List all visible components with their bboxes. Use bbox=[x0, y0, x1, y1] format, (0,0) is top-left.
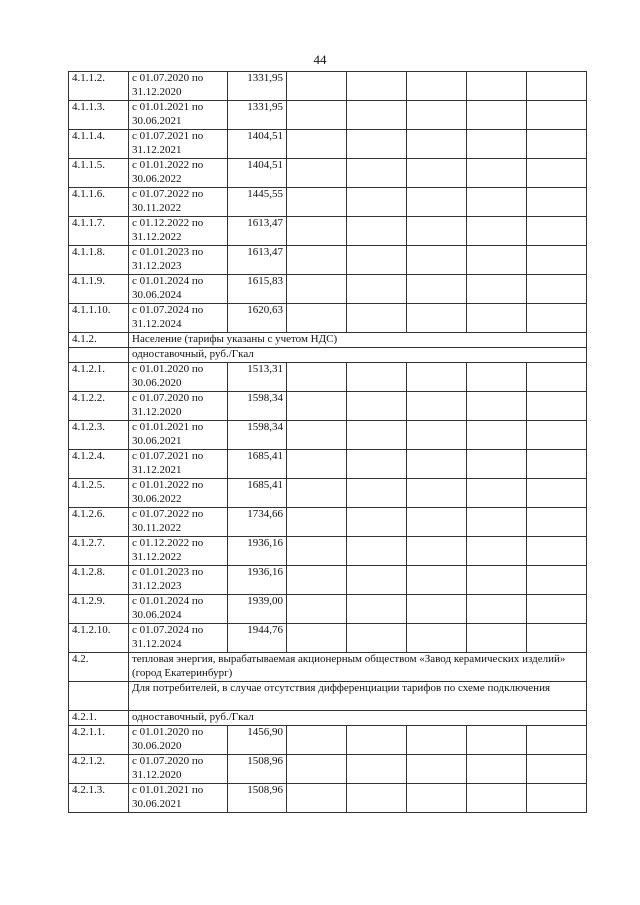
empty-cell bbox=[527, 217, 587, 246]
table-row bbox=[69, 159, 587, 188]
table-row bbox=[69, 508, 587, 537]
tariff-value: 1404,51 bbox=[228, 130, 287, 159]
tariff-value: 1445,55 bbox=[228, 188, 287, 217]
empty-cell bbox=[467, 421, 527, 450]
tariff-value: 1598,34 bbox=[228, 421, 287, 450]
row-number: 4.1.1.8. bbox=[69, 246, 129, 275]
empty-cell bbox=[287, 726, 347, 755]
table-row bbox=[69, 130, 587, 159]
tariff-value: 1936,16 bbox=[228, 537, 287, 566]
empty-cell bbox=[407, 784, 467, 813]
empty-cell bbox=[407, 275, 467, 304]
empty-cell bbox=[527, 784, 587, 813]
row-number: 4.1.2.4. bbox=[69, 450, 129, 479]
row-number: 4.1.2. bbox=[69, 333, 129, 348]
row-number: 4.1.1.2. bbox=[69, 72, 129, 101]
empty-cell bbox=[287, 363, 347, 392]
table-row bbox=[69, 755, 587, 784]
row-number: 4.1.2.8. bbox=[69, 566, 129, 595]
period-cell: с 01.01.2022 по 30.06.2022 bbox=[129, 479, 228, 508]
empty-cell bbox=[287, 217, 347, 246]
empty-cell bbox=[407, 726, 467, 755]
row-number: 4.1.1.9. bbox=[69, 275, 129, 304]
empty-cell bbox=[467, 217, 527, 246]
empty-cell bbox=[287, 755, 347, 784]
row-number: 4.1.1.7. bbox=[69, 217, 129, 246]
tariff-value: 1598,34 bbox=[228, 392, 287, 421]
period-cell: с 01.07.2024 по 31.12.2024 bbox=[129, 304, 228, 333]
row-number: 4.1.1.5. bbox=[69, 159, 129, 188]
empty-cell bbox=[287, 479, 347, 508]
empty-cell bbox=[407, 755, 467, 784]
empty-cell bbox=[347, 304, 407, 333]
empty-cell bbox=[347, 130, 407, 159]
empty-cell bbox=[407, 159, 467, 188]
period-cell: с 01.07.2021 по 31.12.2021 bbox=[129, 130, 228, 159]
tariff-value: 1331,95 bbox=[228, 101, 287, 130]
empty-cell bbox=[347, 101, 407, 130]
row-number: 4.2. bbox=[69, 653, 129, 682]
empty-cell bbox=[347, 159, 407, 188]
empty-cell bbox=[347, 537, 407, 566]
empty-cell bbox=[347, 624, 407, 653]
empty-cell bbox=[467, 188, 527, 217]
table-row bbox=[69, 348, 587, 363]
period-cell: с 01.01.2024 по 30.06.2024 bbox=[129, 275, 228, 304]
row-number: 4.1.1.10. bbox=[69, 304, 129, 333]
row-number: 4.2.1.1. bbox=[69, 726, 129, 755]
period-cell: с 01.07.2024 по 31.12.2024 bbox=[129, 624, 228, 653]
period-cell: с 01.01.2021 по 30.06.2021 bbox=[129, 784, 228, 813]
tariff-value: 1734,66 bbox=[228, 508, 287, 537]
table-row bbox=[69, 726, 587, 755]
period-cell: с 01.01.2020 по 30.06.2020 bbox=[129, 363, 228, 392]
tariff-value: 1508,96 bbox=[228, 755, 287, 784]
row-number: 4.2.1.3. bbox=[69, 784, 129, 813]
table-row bbox=[69, 682, 587, 711]
empty-cell bbox=[347, 363, 407, 392]
empty-cell bbox=[467, 392, 527, 421]
period-cell: с 01.07.2020 по 31.12.2020 bbox=[129, 72, 228, 101]
empty-cell bbox=[467, 537, 527, 566]
empty-cell bbox=[347, 508, 407, 537]
tariff-value: 1615,83 bbox=[228, 275, 287, 304]
row-number bbox=[69, 348, 129, 363]
tariff-value: 1685,41 bbox=[228, 479, 287, 508]
table-row bbox=[69, 711, 587, 726]
empty-cell bbox=[287, 784, 347, 813]
empty-cell bbox=[287, 275, 347, 304]
empty-cell bbox=[347, 246, 407, 275]
tariff-value: 1613,47 bbox=[228, 217, 287, 246]
empty-cell bbox=[527, 566, 587, 595]
empty-cell bbox=[527, 72, 587, 101]
empty-cell bbox=[527, 508, 587, 537]
table-row bbox=[69, 421, 587, 450]
period-cell: с 01.12.2022 по 31.12.2022 bbox=[129, 537, 228, 566]
empty-cell bbox=[287, 246, 347, 275]
empty-cell bbox=[467, 159, 527, 188]
row-number: 4.1.1.3. bbox=[69, 101, 129, 130]
section-header: одноставочный, руб./Гкал bbox=[129, 348, 587, 363]
period-cell: с 01.01.2023 по 31.12.2023 bbox=[129, 246, 228, 275]
table-row bbox=[69, 72, 587, 101]
empty-cell bbox=[527, 537, 587, 566]
period-cell: с 01.01.2021 по 30.06.2021 bbox=[129, 421, 228, 450]
empty-cell bbox=[467, 755, 527, 784]
empty-cell bbox=[527, 755, 587, 784]
empty-cell bbox=[407, 624, 467, 653]
empty-cell bbox=[287, 392, 347, 421]
empty-cell bbox=[287, 101, 347, 130]
empty-cell bbox=[527, 275, 587, 304]
empty-cell bbox=[527, 101, 587, 130]
period-cell: с 01.07.2022 по 30.11.2022 bbox=[129, 188, 228, 217]
table-row bbox=[69, 275, 587, 304]
empty-cell bbox=[467, 595, 527, 624]
table-row bbox=[69, 595, 587, 624]
row-number: 4.1.1.6. bbox=[69, 188, 129, 217]
empty-cell bbox=[467, 479, 527, 508]
empty-cell bbox=[467, 101, 527, 130]
empty-cell bbox=[527, 450, 587, 479]
empty-cell bbox=[287, 537, 347, 566]
period-cell: с 01.01.2022 по 30.06.2022 bbox=[129, 159, 228, 188]
empty-cell bbox=[527, 479, 587, 508]
table-row bbox=[69, 653, 587, 682]
row-number: 4.1.2.5. bbox=[69, 479, 129, 508]
table-row bbox=[69, 566, 587, 595]
empty-cell bbox=[407, 130, 467, 159]
section-header: тепловая энергия, вырабатываемая акционерным обществом «Завод керамических изделий» (город Екатеринбург) bbox=[129, 653, 587, 682]
tariff-value: 1939,00 bbox=[228, 595, 287, 624]
empty-cell bbox=[467, 363, 527, 392]
empty-cell bbox=[467, 624, 527, 653]
empty-cell bbox=[407, 566, 467, 595]
table-row bbox=[69, 363, 587, 392]
tariff-value: 1613,47 bbox=[228, 246, 287, 275]
empty-cell bbox=[407, 246, 467, 275]
empty-cell bbox=[407, 508, 467, 537]
period-cell: с 01.12.2022 по 31.12.2022 bbox=[129, 217, 228, 246]
empty-cell bbox=[467, 246, 527, 275]
empty-cell bbox=[407, 537, 467, 566]
empty-cell bbox=[527, 130, 587, 159]
table-row bbox=[69, 333, 587, 348]
table-row bbox=[69, 392, 587, 421]
empty-cell bbox=[407, 72, 467, 101]
row-number: 4.1.1.4. bbox=[69, 130, 129, 159]
section-header: одноставочный, руб./Гкал bbox=[129, 711, 587, 726]
empty-cell bbox=[347, 784, 407, 813]
period-cell: с 01.07.2020 по 31.12.2020 bbox=[129, 755, 228, 784]
tariff-value: 1620,63 bbox=[228, 304, 287, 333]
empty-cell bbox=[287, 304, 347, 333]
row-number: 4.1.2.1. bbox=[69, 363, 129, 392]
row-number: 4.1.2.10. bbox=[69, 624, 129, 653]
table-row bbox=[69, 217, 587, 246]
empty-cell bbox=[527, 595, 587, 624]
empty-cell bbox=[407, 101, 467, 130]
empty-cell bbox=[407, 217, 467, 246]
row-number: 4.1.2.2. bbox=[69, 392, 129, 421]
empty-cell bbox=[527, 421, 587, 450]
empty-cell bbox=[287, 130, 347, 159]
tariff-value: 1685,41 bbox=[228, 450, 287, 479]
row-number: 4.1.2.3. bbox=[69, 421, 129, 450]
period-cell: с 01.07.2022 по 30.11.2022 bbox=[129, 508, 228, 537]
empty-cell bbox=[287, 595, 347, 624]
section-header: Население (тарифы указаны с учетом НДС) bbox=[129, 333, 587, 348]
tariff-value: 1936,16 bbox=[228, 566, 287, 595]
row-number: 4.2.1. bbox=[69, 711, 129, 726]
table-row bbox=[69, 101, 587, 130]
empty-cell bbox=[287, 159, 347, 188]
tariff-value: 1456,90 bbox=[228, 726, 287, 755]
empty-cell bbox=[407, 450, 467, 479]
empty-cell bbox=[347, 450, 407, 479]
row-number: 4.2.1.2. bbox=[69, 755, 129, 784]
table-row bbox=[69, 537, 587, 566]
period-cell: с 01.01.2023 по 31.12.2023 bbox=[129, 566, 228, 595]
empty-cell bbox=[287, 72, 347, 101]
empty-cell bbox=[467, 566, 527, 595]
empty-cell bbox=[467, 72, 527, 101]
empty-cell bbox=[407, 595, 467, 624]
empty-cell bbox=[347, 726, 407, 755]
tariff-value: 1944,76 bbox=[228, 624, 287, 653]
empty-cell bbox=[527, 392, 587, 421]
table-row bbox=[69, 246, 587, 275]
row-number: 4.1.2.7. bbox=[69, 537, 129, 566]
period-cell: с 01.07.2020 по 31.12.2020 bbox=[129, 392, 228, 421]
period-cell: с 01.01.2021 по 30.06.2021 bbox=[129, 101, 228, 130]
empty-cell bbox=[527, 188, 587, 217]
empty-cell bbox=[527, 246, 587, 275]
empty-cell bbox=[287, 624, 347, 653]
empty-cell bbox=[287, 421, 347, 450]
empty-cell bbox=[287, 450, 347, 479]
page-number: 44 bbox=[313, 52, 327, 67]
table-row bbox=[69, 188, 587, 217]
period-cell: с 01.01.2020 по 30.06.2020 bbox=[129, 726, 228, 755]
empty-cell bbox=[527, 363, 587, 392]
empty-cell bbox=[407, 421, 467, 450]
empty-cell bbox=[407, 304, 467, 333]
empty-cell bbox=[407, 188, 467, 217]
empty-cell bbox=[407, 363, 467, 392]
empty-cell bbox=[527, 159, 587, 188]
empty-cell bbox=[467, 130, 527, 159]
tariff-table bbox=[68, 71, 587, 813]
tariff-value: 1331,95 bbox=[228, 72, 287, 101]
table-row bbox=[69, 624, 587, 653]
empty-cell bbox=[407, 479, 467, 508]
empty-cell bbox=[527, 726, 587, 755]
empty-cell bbox=[347, 755, 407, 784]
table-row bbox=[69, 304, 587, 333]
empty-cell bbox=[347, 479, 407, 508]
row-number bbox=[69, 682, 129, 711]
section-header: Для потребителей, в случае отсутствия дифференциации тарифов по схеме подключения bbox=[129, 682, 587, 711]
empty-cell bbox=[467, 726, 527, 755]
empty-cell bbox=[347, 72, 407, 101]
empty-cell bbox=[347, 421, 407, 450]
empty-cell bbox=[467, 784, 527, 813]
period-cell: с 01.01.2024 по 30.06.2024 bbox=[129, 595, 228, 624]
row-number: 4.1.2.9. bbox=[69, 595, 129, 624]
empty-cell bbox=[287, 508, 347, 537]
table-row bbox=[69, 479, 587, 508]
empty-cell bbox=[347, 217, 407, 246]
empty-cell bbox=[407, 392, 467, 421]
empty-cell bbox=[527, 304, 587, 333]
table-row bbox=[69, 450, 587, 479]
empty-cell bbox=[347, 275, 407, 304]
period-cell: с 01.07.2021 по 31.12.2021 bbox=[129, 450, 228, 479]
empty-cell bbox=[347, 595, 407, 624]
empty-cell bbox=[287, 566, 347, 595]
empty-cell bbox=[347, 566, 407, 595]
tariff-value: 1513,31 bbox=[228, 363, 287, 392]
tariff-value: 1404,51 bbox=[228, 159, 287, 188]
empty-cell bbox=[527, 624, 587, 653]
empty-cell bbox=[347, 188, 407, 217]
row-number: 4.1.2.6. bbox=[69, 508, 129, 537]
empty-cell bbox=[467, 275, 527, 304]
empty-cell bbox=[467, 450, 527, 479]
tariff-value: 1508,96 bbox=[228, 784, 287, 813]
empty-cell bbox=[287, 188, 347, 217]
empty-cell bbox=[467, 304, 527, 333]
empty-cell bbox=[467, 508, 527, 537]
table-row bbox=[69, 784, 587, 813]
empty-cell bbox=[347, 392, 407, 421]
